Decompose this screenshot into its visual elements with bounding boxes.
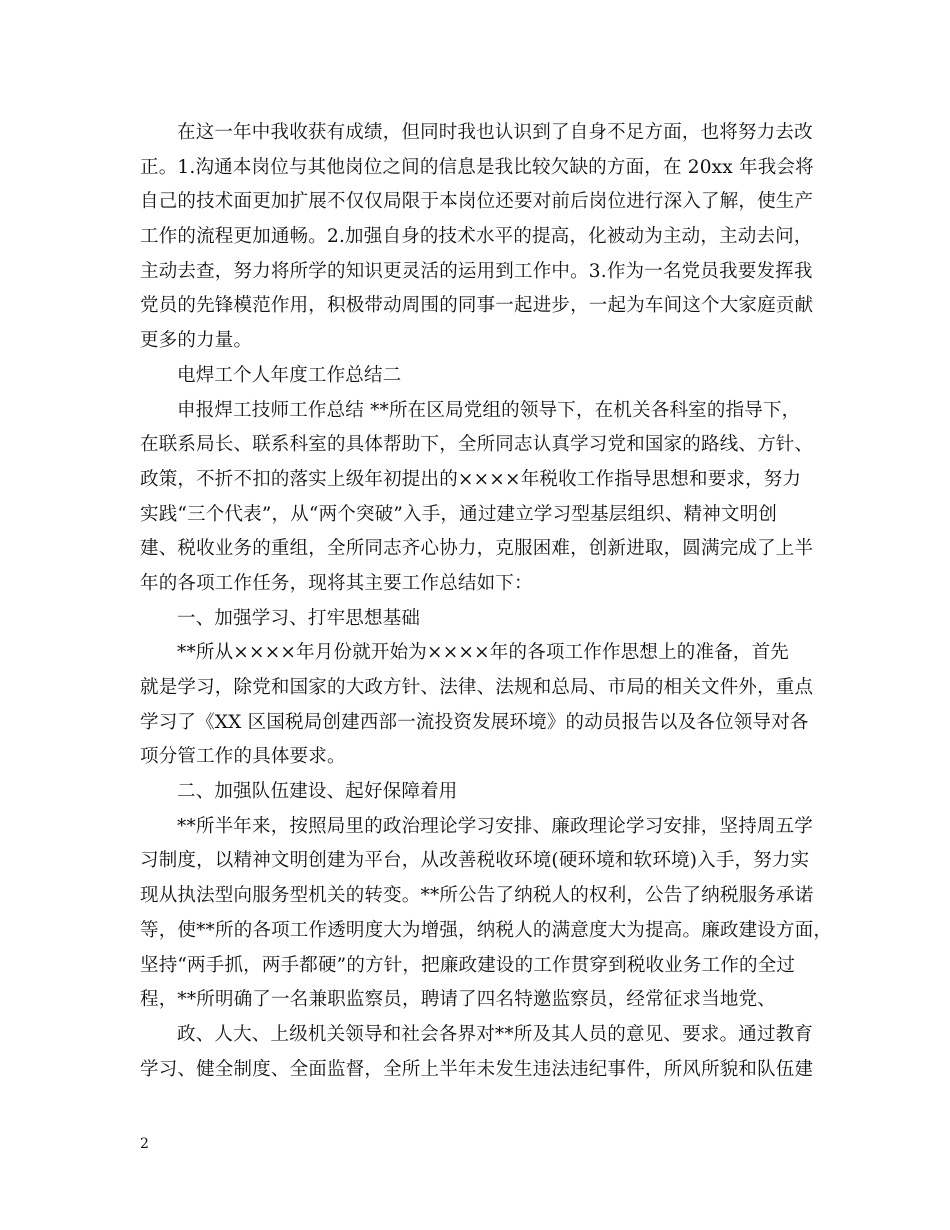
text-line: 年的各项工作任务，现将其主要工作总结如下： [140,572,533,594]
text-line: 学习了《XX 区国税局创建西部一流投资发展环境》的动员报告以及各位领导对各 [140,711,809,733]
document-body [140,116,833,1087]
text-line: 学习、健全制度、全面监督，全所上半年未发生违法违纪事件，所风所貌和队伍建 [140,1058,814,1080]
section-heading: 一、加强学习、打牢思想基础 [177,607,421,629]
text-line: 建、税收业务的重组，全所同志齐心协力，克服困难，创新进取，圆满完成了上半 [140,538,814,560]
text-line: 工作的流程更加通畅。2.加强自身的技术水平的提高，化被动为主动，主动去问， [140,226,813,248]
section-heading: 二、加强队伍建设、起好保障着用 [177,781,458,803]
text-line: 自己的技术面更加扩展不仅仅局限于本岗位还要对前后岗位进行深入了解，使生产 [140,191,814,213]
text-line: 习制度，以精神文明创建为平台，从改善税收环境(硬环境和软环境)入手，努力实 [140,850,810,872]
text-line: 在这一年中我收获有成绩，但同时我也认识到了自身不足方面，也将努力去改 [177,122,813,143]
text-line: 等，使**所的各项工作透明度大为增强，纳税人的满意度大为提高。廉政建设方面， [140,919,833,941]
text-line: 现从执法型向服务型机关的转变。**所公告了纳税人的权利，公告了纳税服务承诺 [140,885,814,907]
text-line: 主动去查，努力将所学的知识更灵活的运用到工作中。3.作为一名党员我要发挥我 [140,260,813,282]
text-line: 政策，不折不扣的落实上级年初提出的××××年税收工作指导思想和要求，努力 [140,468,802,490]
text-line: 申报焊工技师工作总结 **所在区局党组的领导下，在机关各科室的指导下， [177,399,801,421]
text-line: 正。1.沟通本岗位与其他岗位之间的信息是我比较欠缺的方面，在 20xx 年我会将 [140,156,814,178]
text-line: 党员的先锋模范作用，积极带动周围的同事一起进步，一起为车间这个大家庭贡献 [140,295,814,317]
text-line: 坚持“两手抓，两手都硬”的方针，把廉政建设的工作贯穿到税收业务工作的全过 [140,954,796,976]
text-line: 项分管工作的具体要求。 [140,746,346,768]
text-line: **所从××××年月份就开始为××××年的各项工作作思想上的准备，首先 [177,642,790,664]
text-line: 就是学习，除党和国家的大政方针、法律、法规和总局、市局的相关文件外，重点 [140,677,814,698]
text-line: 在联系局长、联系科室的具体帮助下，全所同志认真学习党和国家的路线、方针、 [140,434,814,456]
text-line: 更多的力量。 [140,330,253,352]
section-heading: 电焊工个人年度工作总结二 [177,364,402,386]
page-number: 2 [140,1136,149,1152]
text-line: 政、人大、上级机关领导和社会各界对**所及其人员的意见、要求。通过教育 [177,1023,814,1045]
text-line: 程，**所明确了一名兼职监察员，聘请了四名特邀监察员，经常征求当地党、 [140,989,777,1011]
text-line: **所半年来，按照局里的政治理论学习安排、廉政理论学习安排，坚持周五学 [177,815,814,837]
text-line: 实践“三个代表”，从“两个突破”入手，通过建立学习型基层组织、精神文明创 [140,503,778,525]
